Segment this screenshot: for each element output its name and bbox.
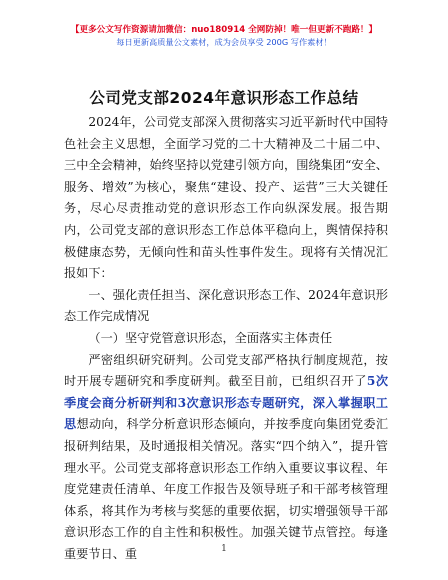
paragraph-text-continued: 想动向，科学分析意识形态倾向，并按季度向集团党委汇报研判结果，及时通报相关情况。落实“四个纳入”，提升管理水平。公司党支部将意识形态工作纳入重要议事议程、年度党建责任清单、年度工作报告及领导班子和干部考核管理体系，将其作为考核与奖惩的重要依据，切实增强领导干部意识形态工作的自主性和积极性。加强关键节点管控。每逢重要节日、重 (64, 417, 389, 561)
subsection-heading-1: （一）坚守党管意识形态，全面落实主体责任 (88, 330, 333, 345)
promo-banner (0, 24, 448, 48)
page-number: 1 (221, 544, 227, 554)
promo-line-2: 每日更新高质量公文素材，成为会员享受 200G 写作素材！ (116, 37, 332, 47)
section-heading-1: 一、强化责任担当、深化意识形态工作、2024年意识形态工作完成情况 (64, 287, 388, 324)
body-paragraph-2 (64, 350, 388, 566)
intro-paragraph: 2024年，公司党支部深入贯彻落实习近平新时代中国特色社会主义思想，全面学习党的二十大精神及二十届二中、三中全会精神，始终坚持以党建引领方向，围绕集团“安全、服务、增效”为核心，聚焦“建设、投产、运营”三大关键任务，尽心尽责推动党的意识形态工作向纵深发展。报告期内，公司党支部的意识形态工作总体平稳向上，舆情保持积极健康态势，无倾向性和苗头性事件发生。现将有关情况汇报如下： (64, 115, 388, 281)
promo-line-1: 【更多公文写作资源请加微信：nuo180914 全网防掉！唯一但更新不跑路！】 (70, 25, 378, 35)
document-body (64, 112, 388, 565)
paragraph-text: 严密组织研究研判。公司党支部严格执行制度规范，按时开展专题研究和季度研判。截至目前，已组织召开了 (64, 352, 388, 389)
highlighted-text: 5次季度会商分析研判和3次意识形态专题研究，深入掌握职工思 (64, 374, 389, 432)
document-title: 公司党支部2024年意识形态工作总结 (89, 89, 359, 107)
